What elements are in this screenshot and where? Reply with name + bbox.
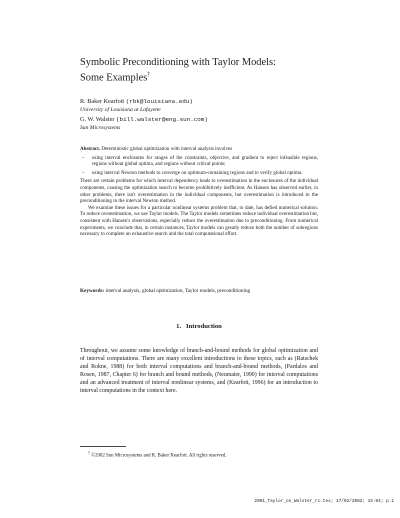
author-affiliation: University of Louisiana at Lafayette bbox=[80, 107, 161, 113]
author-email[interactable]: (rbk@louisiana.edu) bbox=[125, 98, 193, 105]
keywords bbox=[80, 288, 318, 295]
abstract-bullet: – using interval enclosures for ranges of the constraints, objective, and gradient to reject infeasible regions, regions without global optima, and regions without critical points; bbox=[88, 155, 318, 168]
abstract-bullet-list bbox=[80, 155, 318, 177]
footnote bbox=[88, 450, 318, 460]
title-line-2-text: Some Examples bbox=[80, 72, 148, 84]
author-name: G. W. Walster bbox=[80, 116, 115, 123]
footnote-text: ©2002 Sun Microsystems and R. Baker Kearfott. All rights reserved. bbox=[91, 453, 227, 459]
keywords-label: Keywords: bbox=[80, 288, 105, 294]
footnote-marker: † bbox=[88, 450, 91, 455]
title-line-1: Symbolic Preconditioning with Taylor Models: bbox=[80, 57, 276, 68]
abstract-label: Abstract. bbox=[80, 146, 101, 152]
abstract-bullet: – using interval Newton methods to converge on optimum-containing regions and to verify global optima. bbox=[88, 170, 318, 177]
author-email[interactable]: (bill.walster@eng.sun.com) bbox=[116, 116, 208, 123]
abstract bbox=[80, 146, 318, 238]
section-heading bbox=[80, 323, 318, 330]
author-affiliation: Sun Microsystems bbox=[80, 125, 121, 131]
author-line bbox=[80, 116, 340, 124]
title-footnote-marker: † bbox=[147, 72, 151, 78]
body-paragraph: Throughout, we assume some knowledge of branch-and-bound methods for global optimization and of interval computations. There are many excellent introductions to these topics, such as (Ratschek and Rokne, 1988) for both interval computations and branch-and-bound methods, (Pardalos and Rosen, 1987, Chapter 6) for branch and bound methods, (Neumaier, 1990) for interval computations and an advanced treatment of interval nonlinear systems, and (Kearfott, 1996) for an introduction to interval computations in the context here. bbox=[80, 348, 318, 395]
author-name: R. Baker Kearfott bbox=[80, 98, 125, 105]
keywords-text: interval analysis, global optimization, Taylor models, preconditioning bbox=[105, 288, 251, 294]
footnote-rule bbox=[80, 446, 126, 447]
abstract-paragraph-2: We examine these issues for a particular nonlinear systems problem that, to date, has defied numerical solution. To reduce overestimation, we use Taylor models. The Taylor models sometimes reduce individual overestimation but, consistent with Hansen's observations, especially reduce the overestimation due to preconditioning. From numerical experiments, we conclude that, in certain instances, Taylor models can greatly reduce both the number of subregions necessary to complete an exhaustive search and the total computational effort. bbox=[80, 204, 318, 238]
abstract-intro-text: Deterministic global optimization with interval analysis involves bbox=[101, 146, 233, 152]
author-block-1 bbox=[80, 98, 340, 114]
author-block-2 bbox=[80, 116, 340, 132]
paper-title bbox=[80, 56, 340, 84]
section-title: Introduction bbox=[186, 323, 222, 330]
abstract-intro bbox=[80, 146, 318, 153]
page-footer: 2001_Taylor_on_Walster_rc.tex; 17/02/2002; 15:04; p.1 bbox=[254, 499, 394, 504]
section-number: 1. bbox=[176, 323, 182, 330]
author-line bbox=[80, 98, 340, 106]
title-line-2 bbox=[80, 69, 340, 84]
abstract-paragraph-1: There are certain problems for which interval dependency leads to overestimation in the enclosures of the individual components, causing the optimization search to become prohibitively inefficient. As Hansen has observed earlier, in other problems, there isn't overestimation in the individual components, but overestimation is introduced in the preconditioning in the interval Newton method. bbox=[80, 178, 318, 205]
